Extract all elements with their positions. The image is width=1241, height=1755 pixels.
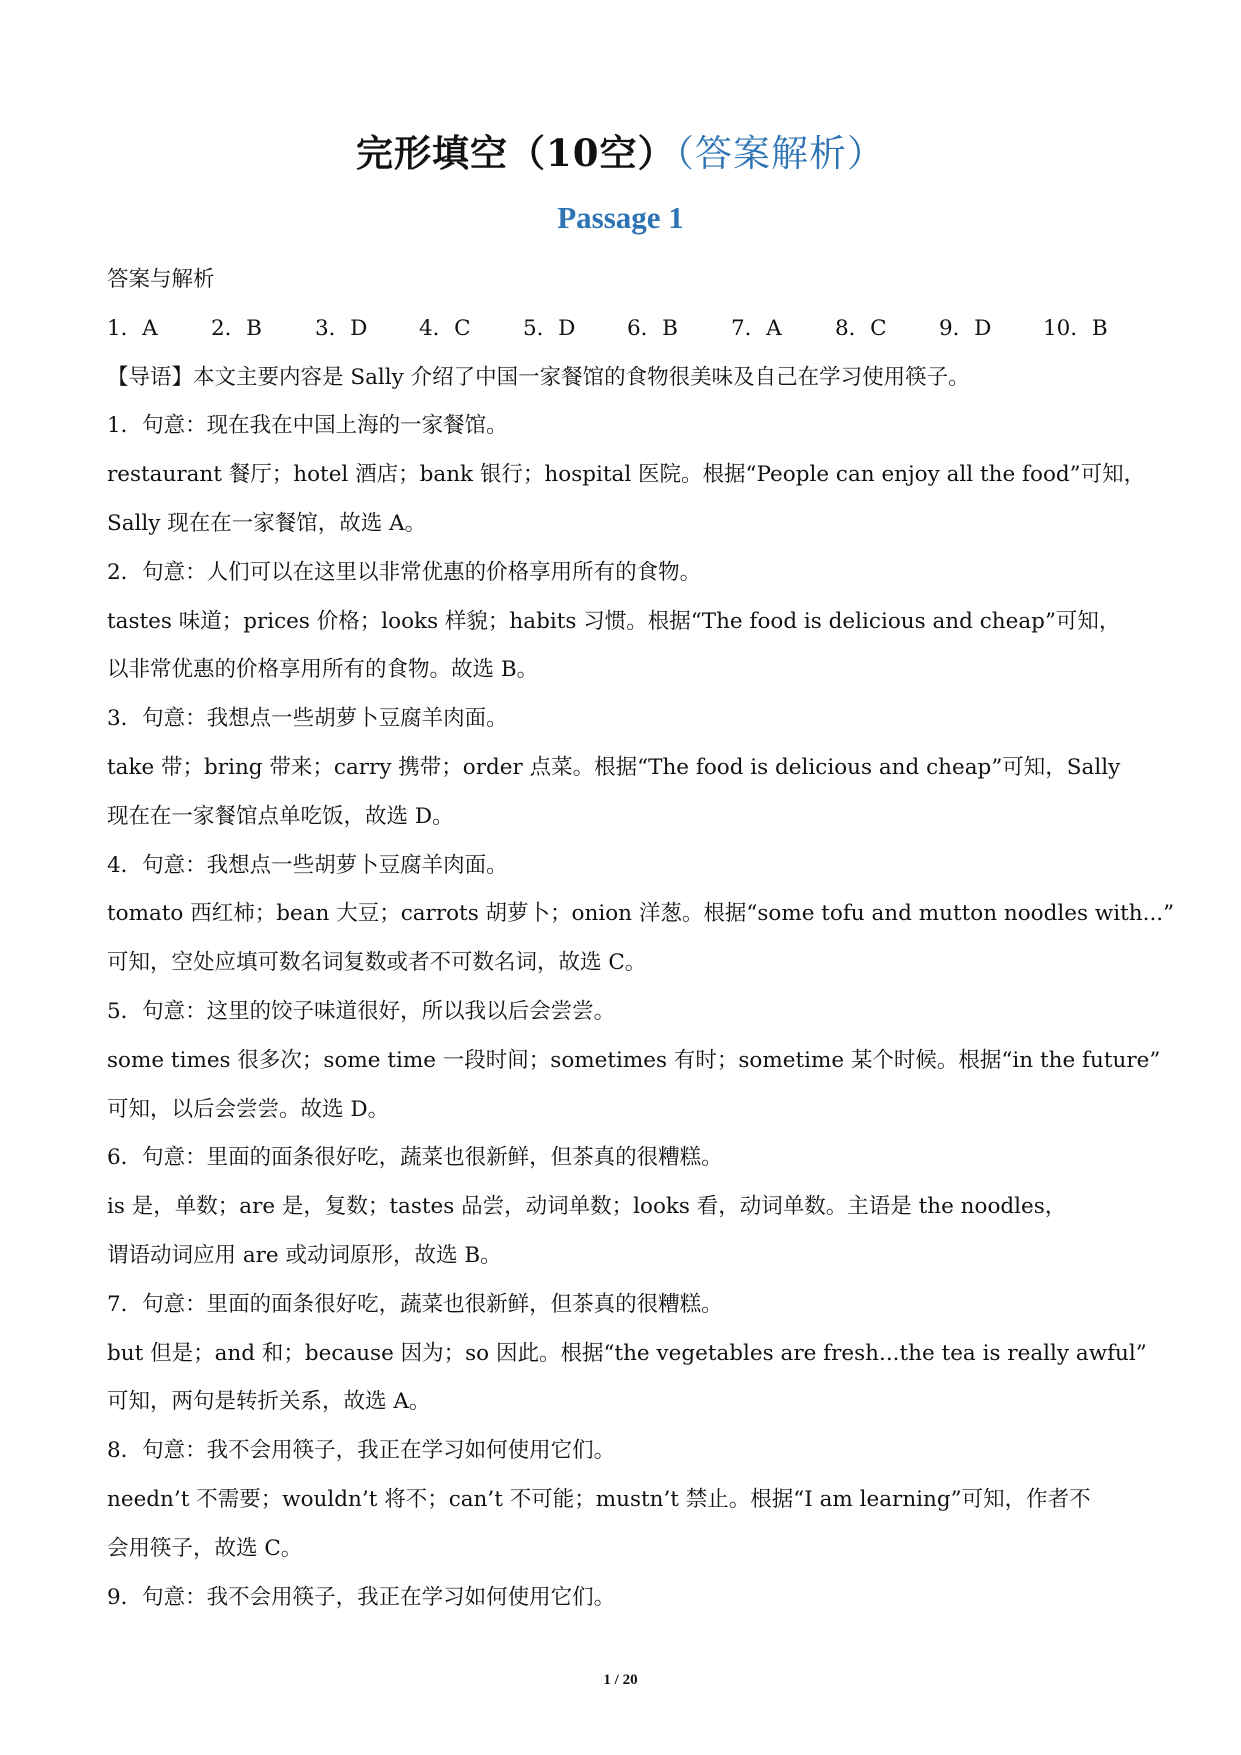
explanation-line: but 但是；and 和；because 因为；so 因此。根据“the vegetables are fresh...the tea is really awful” — [107, 1340, 1147, 1366]
answer-item: 3．D — [315, 315, 368, 341]
page-title — [0, 128, 1241, 179]
explanation-line: 可知，空处应填可数名词复数或者不可数名词，故选 C。 — [107, 950, 647, 976]
explanation-line: 2．句意：人们可以在这里以非常优惠的价格享用所有的食物。 — [107, 559, 702, 585]
explanation-line: 可知，两句是转折关系，故选 A。 — [107, 1389, 431, 1415]
answer-key — [107, 305, 1137, 354]
explanation-line: 9．句意：我不会用筷子，我正在学习如何使用它们。 — [107, 1584, 616, 1610]
answer-item: 2．B — [211, 315, 262, 341]
intro-paragraph: 【导语】本文主要内容是 Sally 介绍了中国一家餐馆的食物很美味及自己在学习使用筷子。 — [107, 364, 970, 390]
explanation-line: needn’t 不需要；wouldn’t 将不；can’t 不可能；mustn’t 禁止。根据“I am learning”可知，作者不 — [107, 1486, 1091, 1512]
passage-heading: Passage 1 — [557, 200, 684, 235]
answer-item: 5．D — [523, 315, 576, 341]
explanation-line: 3．句意：我想点一些胡萝卜豆腐羊肉面。 — [107, 706, 508, 732]
explanation-line: some times 很多次；some time 一段时间；sometimes 有时；sometime 某个时候。根据“in the future” — [107, 1047, 1161, 1073]
explanation-line: take 带；bring 带来；carry 携带；order 点菜。根据“The food is delicious and cheap”可知，Sally — [107, 754, 1121, 780]
explanation-line: is 是，单数；are 是，复数；tastes 品尝，动词单数；looks 看，动词单数。主语是 the noodles， — [107, 1194, 1067, 1220]
answer-content — [107, 256, 1175, 1622]
explanation-line: 可知，以后会尝尝。故选 D。 — [107, 1096, 390, 1122]
explanation-line: 4．句意：我想点一些胡萝卜豆腐羊肉面。 — [107, 852, 508, 878]
explanation-line: Sally 现在在一家餐馆，故选 A。 — [107, 510, 427, 536]
explanation-lines — [107, 402, 1175, 1622]
explanation-line: 8．句意：我不会用筷子，我正在学习如何使用它们。 — [107, 1438, 616, 1464]
answer-item: 1．A — [107, 315, 158, 341]
title-suffix: （答案解析） — [675, 132, 885, 175]
answer-item: 10．B — [1043, 315, 1108, 341]
explanation-line: tomato 西红柿；bean 大豆；carrots 胡萝卜；onion 洋葱。根据“some tofu and mutton noodles with...” — [107, 901, 1175, 927]
page-number: 1 / 20 — [603, 1672, 638, 1688]
answer-item: 7．A — [731, 315, 782, 341]
answer-item: 8．C — [835, 315, 887, 341]
title-main: 完形填空（10空） — [356, 131, 676, 175]
explanation-line: 7．句意：里面的面条很好吃，蔬菜也很新鲜，但茶真的很糟糕。 — [107, 1291, 723, 1317]
explanation-line: restaurant 餐厅；hotel 酒店；bank 银行；hospital 医院。根据“People can enjoy all the food”可知， — [107, 462, 1146, 488]
explanation-line: 会用筷子，故选 C。 — [107, 1535, 303, 1561]
answer-item: 4．C — [419, 315, 471, 341]
explanation-line: 谓语动词应用 are 或动词原形，故选 B。 — [107, 1242, 502, 1268]
explanation-line: 6．句意：里面的面条很好吃，蔬菜也很新鲜，但茶真的很糟糕。 — [107, 1145, 723, 1171]
answer-item: 6．B — [627, 315, 678, 341]
explanation-line: 5．句意：这里的饺子味道很好，所以我以后会尝尝。 — [107, 998, 616, 1024]
explanation-line: 1．句意：现在我在中国上海的一家餐馆。 — [107, 413, 508, 439]
answer-item: 9．D — [939, 315, 992, 341]
section-label: 答案与解析 — [107, 267, 215, 292]
explanation-line: tastes 味道；prices 价格；looks 样貌；habits 习惯。根据“The food is delicious and cheap”可知， — [107, 608, 1121, 634]
explanation-line: 现在在一家餐馆点单吃饭，故选 D。 — [107, 803, 454, 829]
explanation-line: 以非常优惠的价格享用所有的食物。故选 B。 — [107, 657, 539, 683]
